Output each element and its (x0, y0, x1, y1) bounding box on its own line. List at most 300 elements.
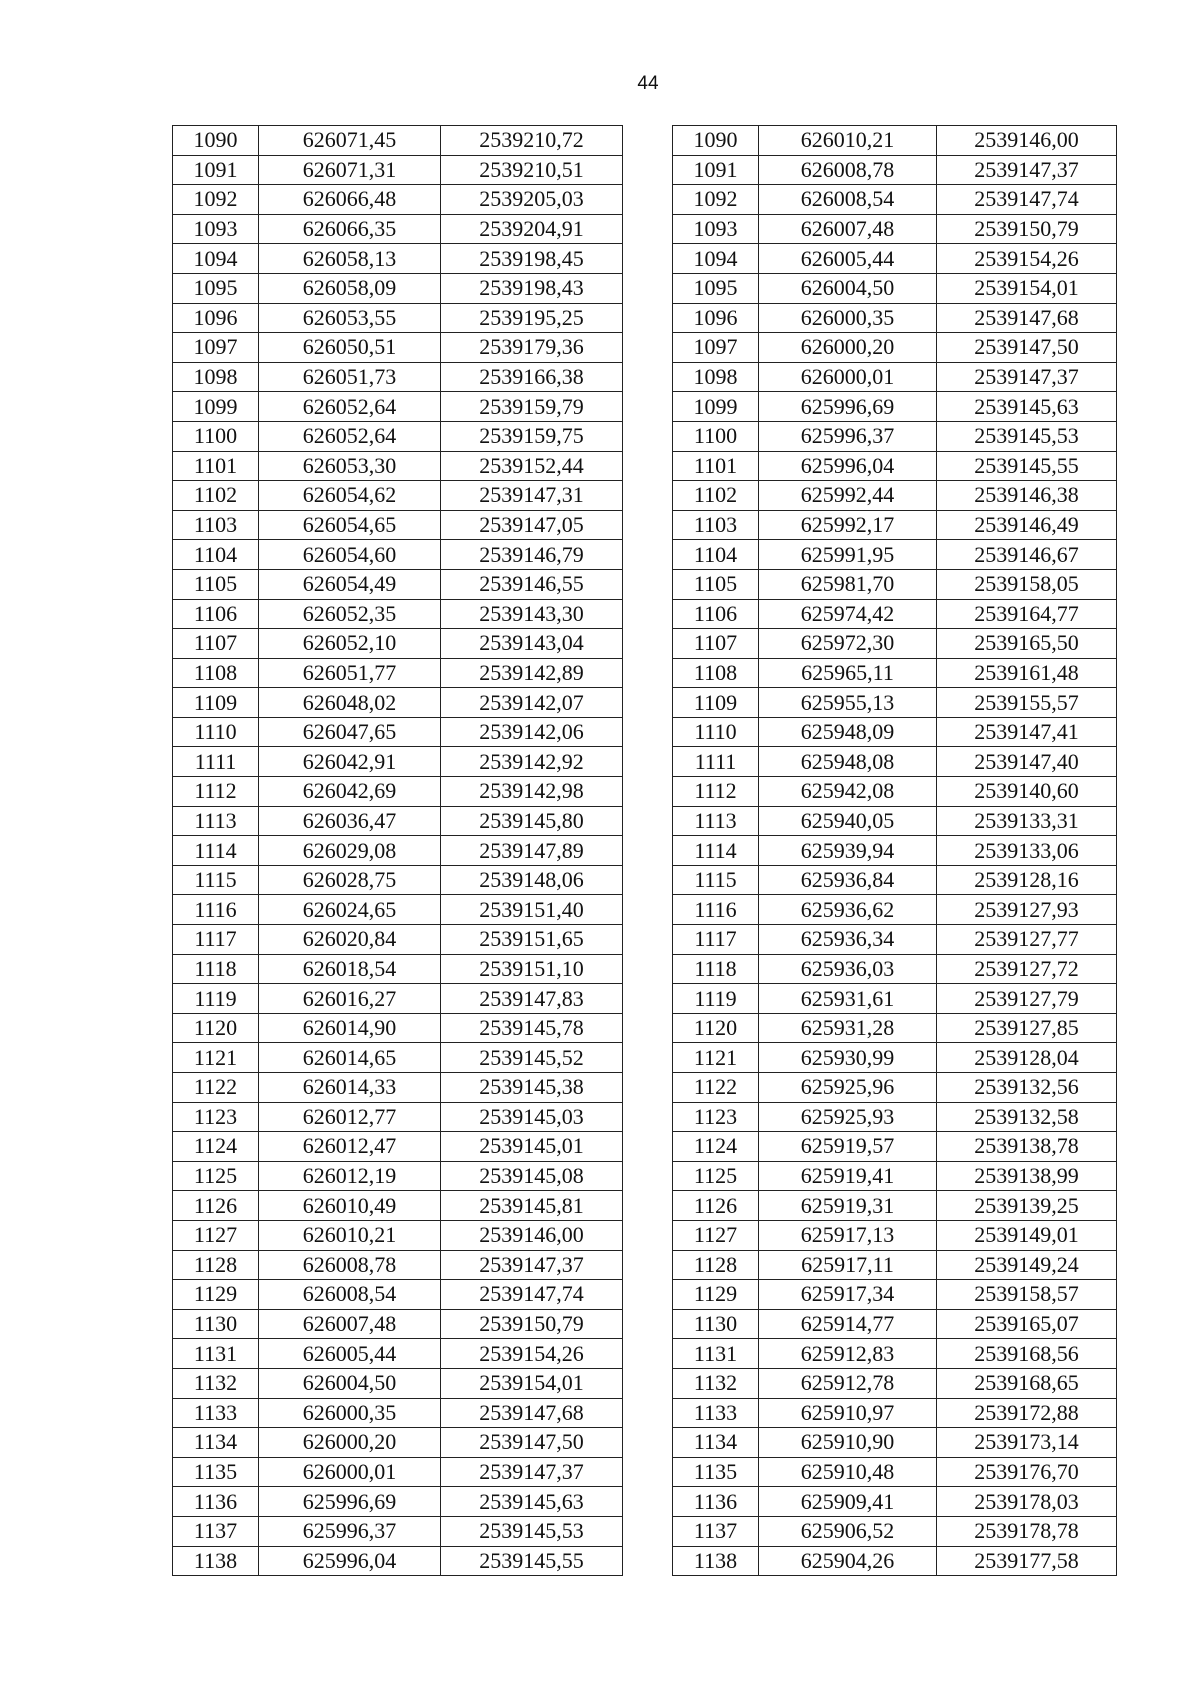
right-y-coordinate-cell: 2539132,56 (937, 1073, 1117, 1103)
table-row (173, 717, 1117, 747)
page-number: 44 (637, 73, 659, 94)
right-point-number-cell: 1118 (673, 954, 759, 984)
right-point-number-cell: 1099 (673, 392, 759, 422)
column-gap (623, 954, 673, 984)
table-row (173, 392, 1117, 422)
column-gap (623, 540, 673, 570)
column-gap (623, 1457, 673, 1487)
right-y-coordinate-cell: 2539127,85 (937, 1013, 1117, 1043)
left-point-number-cell: 1123 (173, 1102, 259, 1132)
right-point-number-cell: 1098 (673, 362, 759, 392)
table-row (173, 155, 1117, 185)
right-y-coordinate-cell: 2539176,70 (937, 1457, 1117, 1487)
left-x-coordinate-cell: 626052,64 (259, 421, 441, 451)
right-y-coordinate-cell: 2539145,53 (937, 421, 1117, 451)
right-x-coordinate-cell: 625992,17 (759, 510, 937, 540)
left-point-number-cell: 1098 (173, 362, 259, 392)
left-y-coordinate-cell: 2539166,38 (441, 362, 623, 392)
column-gap (623, 1280, 673, 1310)
right-y-coordinate-cell: 2539132,58 (937, 1102, 1117, 1132)
left-y-coordinate-cell: 2539204,91 (441, 214, 623, 244)
left-y-coordinate-cell: 2539145,08 (441, 1161, 623, 1191)
left-y-coordinate-cell: 2539146,79 (441, 540, 623, 570)
right-point-number-cell: 1106 (673, 599, 759, 629)
right-y-coordinate-cell: 2539145,55 (937, 451, 1117, 481)
right-y-coordinate-cell: 2539161,48 (937, 658, 1117, 688)
left-x-coordinate-cell: 626036,47 (259, 806, 441, 836)
left-x-coordinate-cell: 626000,35 (259, 1398, 441, 1428)
left-y-coordinate-cell: 2539151,10 (441, 954, 623, 984)
left-x-coordinate-cell: 626053,30 (259, 451, 441, 481)
right-point-number-cell: 1112 (673, 777, 759, 807)
right-y-coordinate-cell: 2539147,68 (937, 303, 1117, 333)
right-x-coordinate-cell: 625910,97 (759, 1398, 937, 1428)
right-x-coordinate-cell: 625936,03 (759, 954, 937, 984)
column-gap (623, 155, 673, 185)
right-y-coordinate-cell: 2539128,04 (937, 1043, 1117, 1073)
left-x-coordinate-cell: 626010,49 (259, 1191, 441, 1221)
left-x-coordinate-cell: 626012,77 (259, 1102, 441, 1132)
column-gap (623, 836, 673, 866)
left-x-coordinate-cell: 626028,75 (259, 865, 441, 895)
right-y-coordinate-cell: 2539147,50 (937, 333, 1117, 363)
table-row (173, 569, 1117, 599)
right-point-number-cell: 1107 (673, 629, 759, 659)
left-x-coordinate-cell: 626014,33 (259, 1073, 441, 1103)
table-row (173, 244, 1117, 274)
column-gap (623, 451, 673, 481)
left-point-number-cell: 1115 (173, 865, 259, 895)
right-y-coordinate-cell: 2539140,60 (937, 777, 1117, 807)
left-y-coordinate-cell: 2539142,89 (441, 658, 623, 688)
left-point-number-cell: 1117 (173, 925, 259, 955)
right-point-number-cell: 1091 (673, 155, 759, 185)
right-y-coordinate-cell: 2539147,74 (937, 185, 1117, 215)
column-gap (623, 1428, 673, 1458)
right-x-coordinate-cell: 626000,20 (759, 333, 937, 363)
right-x-coordinate-cell: 625906,52 (759, 1516, 937, 1546)
left-point-number-cell: 1108 (173, 658, 259, 688)
left-point-number-cell: 1129 (173, 1280, 259, 1310)
right-y-coordinate-cell: 2539149,24 (937, 1250, 1117, 1280)
left-x-coordinate-cell: 626007,48 (259, 1309, 441, 1339)
right-y-coordinate-cell: 2539178,03 (937, 1487, 1117, 1517)
left-point-number-cell: 1138 (173, 1546, 259, 1576)
left-x-coordinate-cell: 626054,49 (259, 569, 441, 599)
table-row (173, 1309, 1117, 1339)
right-point-number-cell: 1113 (673, 806, 759, 836)
left-x-coordinate-cell: 626053,55 (259, 303, 441, 333)
left-y-coordinate-cell: 2539146,55 (441, 569, 623, 599)
right-x-coordinate-cell: 625974,42 (759, 599, 937, 629)
column-gap (623, 481, 673, 511)
right-y-coordinate-cell: 2539138,99 (937, 1161, 1117, 1191)
right-x-coordinate-cell: 625910,48 (759, 1457, 937, 1487)
left-point-number-cell: 1111 (173, 747, 259, 777)
right-point-number-cell: 1095 (673, 273, 759, 303)
right-y-coordinate-cell: 2539146,00 (937, 126, 1117, 156)
right-x-coordinate-cell: 626007,48 (759, 214, 937, 244)
column-gap (623, 806, 673, 836)
column-gap (623, 688, 673, 718)
left-y-coordinate-cell: 2539145,01 (441, 1132, 623, 1162)
left-y-coordinate-cell: 2539159,79 (441, 392, 623, 422)
left-x-coordinate-cell: 626020,84 (259, 925, 441, 955)
table-row (173, 895, 1117, 925)
right-y-coordinate-cell: 2539149,01 (937, 1220, 1117, 1250)
table-row (173, 1013, 1117, 1043)
left-x-coordinate-cell: 626051,73 (259, 362, 441, 392)
column-gap (623, 1132, 673, 1162)
column-gap (623, 1073, 673, 1103)
left-point-number-cell: 1126 (173, 1191, 259, 1221)
column-gap (623, 1161, 673, 1191)
right-x-coordinate-cell: 626010,21 (759, 126, 937, 156)
left-y-coordinate-cell: 2539147,05 (441, 510, 623, 540)
table-row (173, 1220, 1117, 1250)
right-x-coordinate-cell: 625919,31 (759, 1191, 937, 1221)
table-row (173, 333, 1117, 363)
table-row (173, 362, 1117, 392)
right-point-number-cell: 1125 (673, 1161, 759, 1191)
left-point-number-cell: 1110 (173, 717, 259, 747)
right-point-number-cell: 1092 (673, 185, 759, 215)
table-row (173, 1428, 1117, 1458)
left-x-coordinate-cell: 626054,65 (259, 510, 441, 540)
column-gap (623, 865, 673, 895)
left-y-coordinate-cell: 2539151,65 (441, 925, 623, 955)
right-x-coordinate-cell: 625996,04 (759, 451, 937, 481)
table-row (173, 451, 1117, 481)
left-x-coordinate-cell: 625996,04 (259, 1546, 441, 1576)
table-row (173, 688, 1117, 718)
column-gap (623, 925, 673, 955)
column-gap (623, 421, 673, 451)
left-point-number-cell: 1128 (173, 1250, 259, 1280)
right-point-number-cell: 1137 (673, 1516, 759, 1546)
left-x-coordinate-cell: 626048,02 (259, 688, 441, 718)
coordinates-table-body (173, 126, 1117, 1576)
right-x-coordinate-cell: 625936,34 (759, 925, 937, 955)
left-y-coordinate-cell: 2539150,79 (441, 1309, 623, 1339)
table-row (173, 303, 1117, 333)
left-y-coordinate-cell: 2539145,63 (441, 1487, 623, 1517)
left-point-number-cell: 1105 (173, 569, 259, 599)
column-gap (623, 1220, 673, 1250)
right-point-number-cell: 1128 (673, 1250, 759, 1280)
table-row (173, 421, 1117, 451)
right-y-coordinate-cell: 2539127,72 (937, 954, 1117, 984)
right-x-coordinate-cell: 625996,37 (759, 421, 937, 451)
right-y-coordinate-cell: 2539172,88 (937, 1398, 1117, 1428)
right-y-coordinate-cell: 2539147,40 (937, 747, 1117, 777)
left-y-coordinate-cell: 2539159,75 (441, 421, 623, 451)
left-y-coordinate-cell: 2539146,00 (441, 1220, 623, 1250)
right-x-coordinate-cell: 625931,61 (759, 984, 937, 1014)
left-point-number-cell: 1119 (173, 984, 259, 1014)
table-row (173, 1102, 1117, 1132)
right-x-coordinate-cell: 625940,05 (759, 806, 937, 836)
left-point-number-cell: 1131 (173, 1339, 259, 1369)
table-row (173, 1546, 1117, 1576)
table-row (173, 1457, 1117, 1487)
table-row (173, 1398, 1117, 1428)
right-point-number-cell: 1116 (673, 895, 759, 925)
right-x-coordinate-cell: 625955,13 (759, 688, 937, 718)
column-gap (623, 333, 673, 363)
right-x-coordinate-cell: 625992,44 (759, 481, 937, 511)
table-row (173, 658, 1117, 688)
right-y-coordinate-cell: 2539127,79 (937, 984, 1117, 1014)
right-x-coordinate-cell: 626000,01 (759, 362, 937, 392)
right-point-number-cell: 1136 (673, 1487, 759, 1517)
column-gap (623, 126, 673, 156)
right-x-coordinate-cell: 625939,94 (759, 836, 937, 866)
right-point-number-cell: 1132 (673, 1368, 759, 1398)
column-gap (623, 185, 673, 215)
left-point-number-cell: 1124 (173, 1132, 259, 1162)
column-gap (623, 895, 673, 925)
left-point-number-cell: 1099 (173, 392, 259, 422)
column-gap (623, 1368, 673, 1398)
left-x-coordinate-cell: 626058,09 (259, 273, 441, 303)
table-row (173, 865, 1117, 895)
right-point-number-cell: 1090 (673, 126, 759, 156)
left-point-number-cell: 1097 (173, 333, 259, 363)
table-row (173, 510, 1117, 540)
right-y-coordinate-cell: 2539146,38 (937, 481, 1117, 511)
left-y-coordinate-cell: 2539195,25 (441, 303, 623, 333)
left-point-number-cell: 1109 (173, 688, 259, 718)
column-gap (623, 658, 673, 688)
left-point-number-cell: 1102 (173, 481, 259, 511)
table-row (173, 1073, 1117, 1103)
right-point-number-cell: 1111 (673, 747, 759, 777)
right-y-coordinate-cell: 2539128,16 (937, 865, 1117, 895)
right-y-coordinate-cell: 2539145,63 (937, 392, 1117, 422)
left-point-number-cell: 1116 (173, 895, 259, 925)
table-row (173, 1339, 1117, 1369)
column-gap (623, 1516, 673, 1546)
right-y-coordinate-cell: 2539127,77 (937, 925, 1117, 955)
column-gap (623, 747, 673, 777)
column-gap (623, 510, 673, 540)
left-x-coordinate-cell: 626058,13 (259, 244, 441, 274)
left-point-number-cell: 1127 (173, 1220, 259, 1250)
right-x-coordinate-cell: 625909,41 (759, 1487, 937, 1517)
right-x-coordinate-cell: 625931,28 (759, 1013, 937, 1043)
right-point-number-cell: 1117 (673, 925, 759, 955)
table-row (173, 1161, 1117, 1191)
left-y-coordinate-cell: 2539148,06 (441, 865, 623, 895)
left-y-coordinate-cell: 2539179,36 (441, 333, 623, 363)
right-point-number-cell: 1103 (673, 510, 759, 540)
right-x-coordinate-cell: 625917,34 (759, 1280, 937, 1310)
column-gap (623, 1191, 673, 1221)
left-point-number-cell: 1114 (173, 836, 259, 866)
right-point-number-cell: 1126 (673, 1191, 759, 1221)
right-x-coordinate-cell: 625925,96 (759, 1073, 937, 1103)
table-row (173, 1487, 1117, 1517)
left-y-coordinate-cell: 2539142,92 (441, 747, 623, 777)
right-y-coordinate-cell: 2539138,78 (937, 1132, 1117, 1162)
left-point-number-cell: 1091 (173, 155, 259, 185)
right-point-number-cell: 1131 (673, 1339, 759, 1369)
left-point-number-cell: 1133 (173, 1398, 259, 1428)
left-point-number-cell: 1135 (173, 1457, 259, 1487)
left-y-coordinate-cell: 2539198,45 (441, 244, 623, 274)
left-point-number-cell: 1120 (173, 1013, 259, 1043)
left-x-coordinate-cell: 626051,77 (259, 658, 441, 688)
right-point-number-cell: 1123 (673, 1102, 759, 1132)
right-x-coordinate-cell: 626005,44 (759, 244, 937, 274)
left-y-coordinate-cell: 2539147,89 (441, 836, 623, 866)
left-point-number-cell: 1090 (173, 126, 259, 156)
column-gap (623, 214, 673, 244)
right-x-coordinate-cell: 625912,83 (759, 1339, 937, 1369)
left-x-coordinate-cell: 626054,62 (259, 481, 441, 511)
left-x-coordinate-cell: 626071,45 (259, 126, 441, 156)
column-gap (623, 244, 673, 274)
left-point-number-cell: 1100 (173, 421, 259, 451)
left-y-coordinate-cell: 2539210,72 (441, 126, 623, 156)
left-y-coordinate-cell: 2539147,37 (441, 1457, 623, 1487)
right-y-coordinate-cell: 2539147,37 (937, 155, 1117, 185)
left-y-coordinate-cell: 2539147,83 (441, 984, 623, 1014)
table-row (173, 925, 1117, 955)
right-point-number-cell: 1129 (673, 1280, 759, 1310)
table-row (173, 1250, 1117, 1280)
right-x-coordinate-cell: 625919,41 (759, 1161, 937, 1191)
right-x-coordinate-cell: 625972,30 (759, 629, 937, 659)
left-x-coordinate-cell: 626052,35 (259, 599, 441, 629)
right-x-coordinate-cell: 625936,62 (759, 895, 937, 925)
table-row (173, 273, 1117, 303)
left-x-coordinate-cell: 625996,37 (259, 1516, 441, 1546)
left-point-number-cell: 1107 (173, 629, 259, 659)
left-point-number-cell: 1134 (173, 1428, 259, 1458)
table-row (173, 1516, 1117, 1546)
right-point-number-cell: 1094 (673, 244, 759, 274)
left-point-number-cell: 1096 (173, 303, 259, 333)
right-y-coordinate-cell: 2539154,01 (937, 273, 1117, 303)
left-x-coordinate-cell: 626066,35 (259, 214, 441, 244)
right-point-number-cell: 1122 (673, 1073, 759, 1103)
left-y-coordinate-cell: 2539151,40 (441, 895, 623, 925)
left-y-coordinate-cell: 2539145,78 (441, 1013, 623, 1043)
right-point-number-cell: 1121 (673, 1043, 759, 1073)
right-x-coordinate-cell: 625965,11 (759, 658, 937, 688)
column-gap (623, 1043, 673, 1073)
right-x-coordinate-cell: 625930,99 (759, 1043, 937, 1073)
right-y-coordinate-cell: 2539168,56 (937, 1339, 1117, 1369)
left-x-coordinate-cell: 626014,90 (259, 1013, 441, 1043)
left-y-coordinate-cell: 2539152,44 (441, 451, 623, 481)
left-y-coordinate-cell: 2539154,01 (441, 1368, 623, 1398)
left-x-coordinate-cell: 626042,69 (259, 777, 441, 807)
right-point-number-cell: 1115 (673, 865, 759, 895)
left-x-coordinate-cell: 625996,69 (259, 1487, 441, 1517)
column-gap (623, 1339, 673, 1369)
right-x-coordinate-cell: 626008,54 (759, 185, 937, 215)
table-row (173, 984, 1117, 1014)
left-x-coordinate-cell: 626052,64 (259, 392, 441, 422)
left-x-coordinate-cell: 626042,91 (259, 747, 441, 777)
right-x-coordinate-cell: 625936,84 (759, 865, 937, 895)
left-point-number-cell: 1112 (173, 777, 259, 807)
left-y-coordinate-cell: 2539147,74 (441, 1280, 623, 1310)
left-y-coordinate-cell: 2539198,43 (441, 273, 623, 303)
right-point-number-cell: 1119 (673, 984, 759, 1014)
table-row (173, 747, 1117, 777)
right-point-number-cell: 1134 (673, 1428, 759, 1458)
left-point-number-cell: 1094 (173, 244, 259, 274)
right-point-number-cell: 1138 (673, 1546, 759, 1576)
left-point-number-cell: 1130 (173, 1309, 259, 1339)
left-x-coordinate-cell: 626071,31 (259, 155, 441, 185)
right-x-coordinate-cell: 625948,09 (759, 717, 937, 747)
column-gap (623, 1102, 673, 1132)
right-x-coordinate-cell: 626008,78 (759, 155, 937, 185)
column-gap (623, 1013, 673, 1043)
right-x-coordinate-cell: 625925,93 (759, 1102, 937, 1132)
right-y-coordinate-cell: 2539164,77 (937, 599, 1117, 629)
left-y-coordinate-cell: 2539210,51 (441, 155, 623, 185)
left-point-number-cell: 1092 (173, 185, 259, 215)
right-point-number-cell: 1108 (673, 658, 759, 688)
right-point-number-cell: 1109 (673, 688, 759, 718)
table-row (173, 185, 1117, 215)
column-gap (623, 717, 673, 747)
right-y-coordinate-cell: 2539158,57 (937, 1280, 1117, 1310)
left-x-coordinate-cell: 626066,48 (259, 185, 441, 215)
table-row (173, 954, 1117, 984)
right-point-number-cell: 1102 (673, 481, 759, 511)
right-point-number-cell: 1135 (673, 1457, 759, 1487)
left-x-coordinate-cell: 626018,54 (259, 954, 441, 984)
left-y-coordinate-cell: 2539143,04 (441, 629, 623, 659)
left-x-coordinate-cell: 626012,19 (259, 1161, 441, 1191)
left-x-coordinate-cell: 626008,54 (259, 1280, 441, 1310)
right-x-coordinate-cell: 626004,50 (759, 273, 937, 303)
table-row (173, 806, 1117, 836)
right-y-coordinate-cell: 2539177,58 (937, 1546, 1117, 1576)
left-x-coordinate-cell: 626004,50 (259, 1368, 441, 1398)
right-point-number-cell: 1093 (673, 214, 759, 244)
left-y-coordinate-cell: 2539145,80 (441, 806, 623, 836)
left-y-coordinate-cell: 2539142,07 (441, 688, 623, 718)
column-gap (623, 984, 673, 1014)
left-y-coordinate-cell: 2539147,50 (441, 1428, 623, 1458)
right-point-number-cell: 1127 (673, 1220, 759, 1250)
table-row (173, 1043, 1117, 1073)
right-x-coordinate-cell: 625996,69 (759, 392, 937, 422)
table-row (173, 540, 1117, 570)
table-row (173, 126, 1117, 156)
left-x-coordinate-cell: 626029,08 (259, 836, 441, 866)
left-point-number-cell: 1093 (173, 214, 259, 244)
right-point-number-cell: 1105 (673, 569, 759, 599)
right-x-coordinate-cell: 625919,57 (759, 1132, 937, 1162)
left-y-coordinate-cell: 2539145,55 (441, 1546, 623, 1576)
left-y-coordinate-cell: 2539154,26 (441, 1339, 623, 1369)
right-x-coordinate-cell: 625912,78 (759, 1368, 937, 1398)
right-y-coordinate-cell: 2539165,07 (937, 1309, 1117, 1339)
right-y-coordinate-cell: 2539147,41 (937, 717, 1117, 747)
column-gap (623, 569, 673, 599)
right-point-number-cell: 1120 (673, 1013, 759, 1043)
left-y-coordinate-cell: 2539147,37 (441, 1250, 623, 1280)
